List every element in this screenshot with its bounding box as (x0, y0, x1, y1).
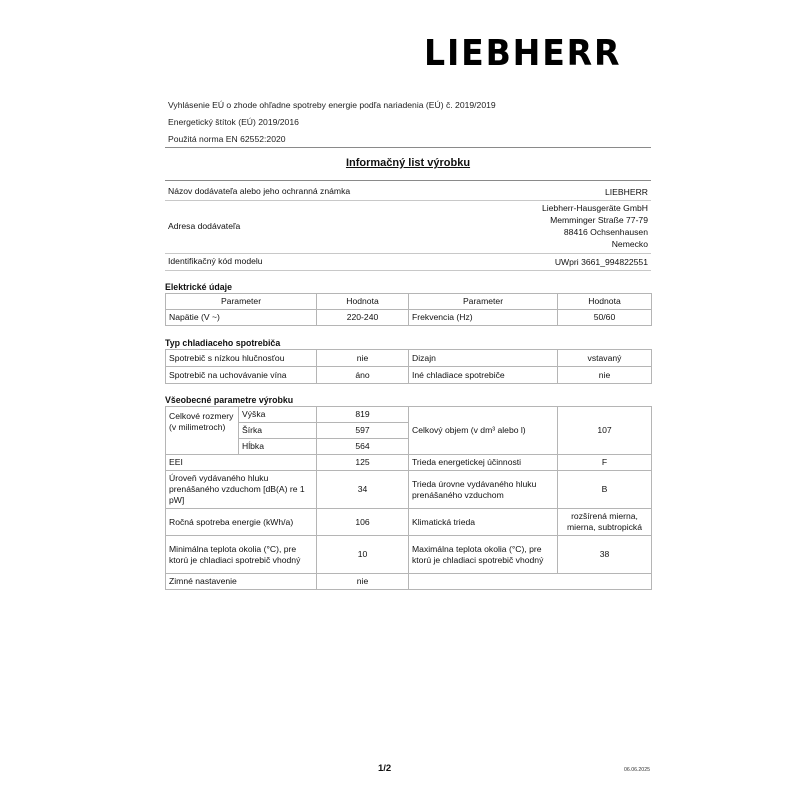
dimensions-label: Celkové rozmery (v milimetroch) (166, 407, 239, 455)
annual-energy-value: 106 (317, 509, 409, 536)
frequency-label: Frekvencia (Hz) (409, 310, 558, 326)
noise-class-label: Trieda úrovne vydávaného hluku prenášaného vzduchom (409, 471, 558, 509)
height-value: 819 (317, 407, 409, 423)
column-header: Hodnota (558, 294, 652, 310)
header-divider (165, 147, 651, 148)
energy-class-value: F (558, 455, 652, 471)
table-row (166, 367, 652, 384)
max-temp-label: Maximálna teplota okolia (°C), pre ktorú je chladiaci spotrebič vhodný (409, 536, 558, 574)
climate-class-label: Klimatická trieda (409, 509, 558, 536)
low-noise-value: nie (317, 350, 409, 367)
eei-label: EEI (166, 455, 317, 471)
appliance-type-heading: Typ chladiaceho spotrebiča (165, 338, 281, 348)
wine-storage-label: Spotrebič na uchovávanie vína (166, 367, 317, 384)
standard-line: Použitá norma EN 62552:2020 (168, 134, 286, 144)
width-value: 597 (317, 423, 409, 439)
annual-energy-label: Ročná spotreba energie (kWh/a) (166, 509, 317, 536)
noise-value: 34 (317, 471, 409, 509)
climate-class-value: rozšírená mierna, mierna, subtropická (558, 509, 652, 536)
voltage-value: 220-240 (317, 310, 409, 326)
min-temp-value: 10 (317, 536, 409, 574)
other-cooling-label: Iné chladiace spotrebiče (409, 367, 558, 384)
energy-class-label: Trieda energetickej účinnosti (409, 455, 558, 471)
voltage-label: Napätie (V ~) (166, 310, 317, 326)
model-value: UWpri 3661_994822551 (554, 257, 648, 267)
table-row (166, 455, 652, 471)
supplier-address-label: Adresa dodávateľa (168, 221, 241, 231)
table-row (166, 310, 652, 326)
volume-label: Celkový objem (v dm³ alebo l) (409, 407, 558, 455)
table-row (166, 536, 652, 574)
table-header-row (166, 294, 652, 310)
wine-storage-value: áno (317, 367, 409, 384)
winter-setting-value: nie (317, 574, 409, 590)
page-number: 1/2 (378, 763, 392, 774)
table-row (166, 471, 652, 509)
other-cooling-value: nie (558, 367, 652, 384)
empty-cell (409, 574, 652, 590)
general-params-table (165, 406, 652, 590)
low-noise-label: Spotrebič s nízkou hlučnosťou (166, 350, 317, 367)
address-line: Memminger Straße 77-79 (550, 215, 648, 225)
winter-setting-label: Zimné nastavenie (166, 574, 317, 590)
design-value: vstavaný (558, 350, 652, 367)
regulation-line: Vyhlásenie EÚ o zhode ohľadne spotreby energie podľa nariadenia (EÚ) č. 2019/2019 (168, 100, 496, 110)
eei-value: 125 (317, 455, 409, 471)
width-label: Šírka (239, 423, 317, 439)
height-label: Výška (239, 407, 317, 423)
column-header: Parameter (409, 294, 558, 310)
table-row (166, 574, 652, 590)
liebherr-logo: LIEBHERR (424, 33, 622, 74)
supplier-name-label: Názov dodávateľa alebo jeho ochranná známka (168, 186, 351, 196)
title-divider (165, 180, 651, 181)
depth-value: 564 (317, 439, 409, 455)
noise-class-value: B (558, 471, 652, 509)
volume-value: 107 (558, 407, 652, 455)
model-row (165, 256, 651, 270)
column-header: Hodnota (317, 294, 409, 310)
noise-label: Úroveň vydávaného hluku prenášaného vzduchom [dB(A) re 1 pW] (166, 471, 317, 509)
table-row (166, 407, 652, 423)
row-divider (165, 253, 651, 254)
row-divider (165, 200, 651, 201)
electrical-heading: Elektrické údaje (165, 282, 232, 292)
appliance-type-table (165, 349, 652, 384)
address-line: Nemecko (611, 239, 648, 249)
row-divider (165, 270, 651, 271)
supplier-address-row (165, 202, 651, 252)
energy-label-line: Energetický štítok (EÚ) 2019/2016 (168, 117, 299, 127)
design-label: Dizajn (409, 350, 558, 367)
table-row (166, 350, 652, 367)
frequency-value: 50/60 (558, 310, 652, 326)
page-title: Informačný list výrobku (345, 157, 471, 169)
general-params-heading: Všeobecné parametre výrobku (165, 395, 294, 405)
depth-label: Hĺbka (239, 439, 317, 455)
min-temp-label: Minimálna teplota okolia (°C), pre ktorú je chladiaci spotrebič vhodný (166, 536, 317, 574)
supplier-name-value: LIEBHERR (605, 187, 648, 197)
supplier-name-row (165, 186, 651, 200)
address-line: 88416 Ochsenhausen (563, 227, 648, 237)
address-line: Liebherr-Hausgeräte GmbH (541, 203, 648, 213)
column-header: Parameter (166, 294, 317, 310)
supplier-address-value (542, 202, 648, 250)
model-label: Identifikačný kód modelu (168, 256, 263, 266)
electrical-table (165, 293, 652, 326)
document-date: 06.06.2025 (624, 767, 650, 773)
max-temp-value: 38 (558, 536, 652, 574)
table-row (166, 509, 652, 536)
